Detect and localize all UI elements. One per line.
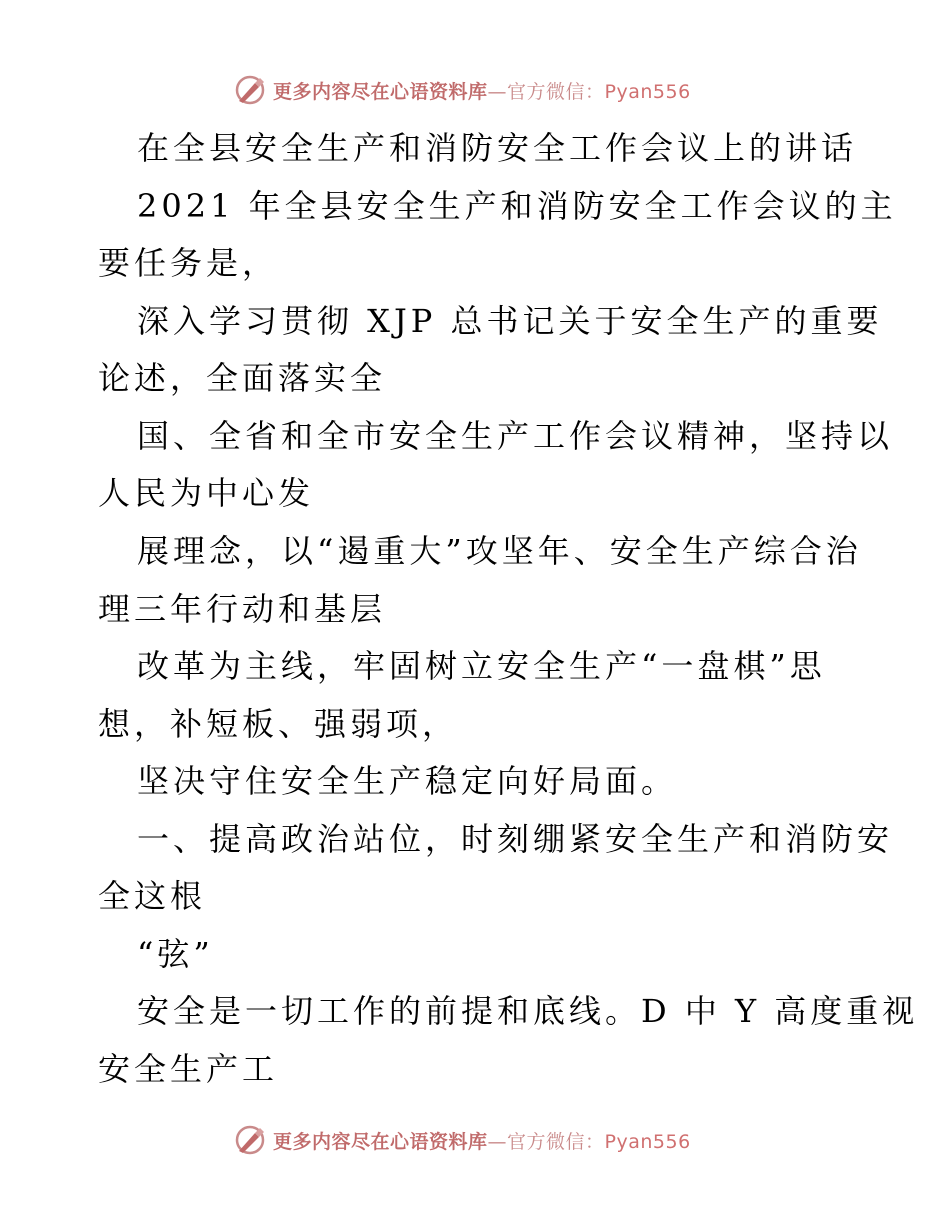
paragraph-line: 坚决守住安全生产稳定向好局面。 — [137, 762, 678, 800]
watermark-contact: —官方微信： — [487, 80, 605, 103]
watermark-text — [273, 77, 691, 104]
paragraph-line: 安全生产工 — [98, 1050, 279, 1088]
paragraph-line: 深入学习贯彻 XJP 总书记关于安全生产的重要 — [137, 302, 883, 340]
watermark-text — [273, 1127, 691, 1154]
paragraph-line: 改革为主线，牢固树立安全生产“一盘棋”思 — [137, 647, 826, 685]
paragraph-line: 国、全省和全市安全生产工作会议精神，坚持以 — [137, 417, 894, 455]
watermark-wechat-id: Pyan556 — [604, 1130, 691, 1153]
paragraph-line: 理三年行动和基层 — [98, 590, 387, 628]
section-heading: 全这根 — [98, 877, 207, 915]
paragraph-line: 人民为中心发 — [98, 474, 315, 512]
watermark-site: 更多内容尽在心语资料库 — [273, 80, 488, 103]
section-heading: “弦” — [137, 935, 214, 973]
watermark-wechat-id: Pyan556 — [604, 80, 691, 103]
paragraph-line: 要任务是， — [98, 244, 279, 282]
pen-logo-icon — [233, 73, 267, 107]
paragraph-line: 论述，全面落实全 — [98, 359, 387, 397]
paragraph-line: 展理念，以“遏重大”攻坚年、安全生产综合治 — [137, 532, 862, 570]
watermark-contact: —官方微信： — [487, 1130, 605, 1153]
document-title: 在全县安全生产和消防安全工作会议上的讲话 — [137, 129, 858, 167]
paragraph-line: 2021 年全县安全生产和消防安全工作会议的主 — [137, 187, 897, 225]
watermark-footer — [233, 1122, 691, 1158]
watermark-site: 更多内容尽在心语资料库 — [273, 1130, 488, 1153]
paragraph-line: 想，补短板、强弱项， — [98, 705, 459, 743]
paragraph-line: 安全是一切工作的前提和底线。D 中 Y 高度重视 — [137, 992, 919, 1030]
pen-logo-icon — [233, 1123, 267, 1157]
watermark-header — [233, 72, 691, 108]
section-heading: 一、提高政治站位，时刻绷紧安全生产和消防安 — [137, 820, 894, 858]
